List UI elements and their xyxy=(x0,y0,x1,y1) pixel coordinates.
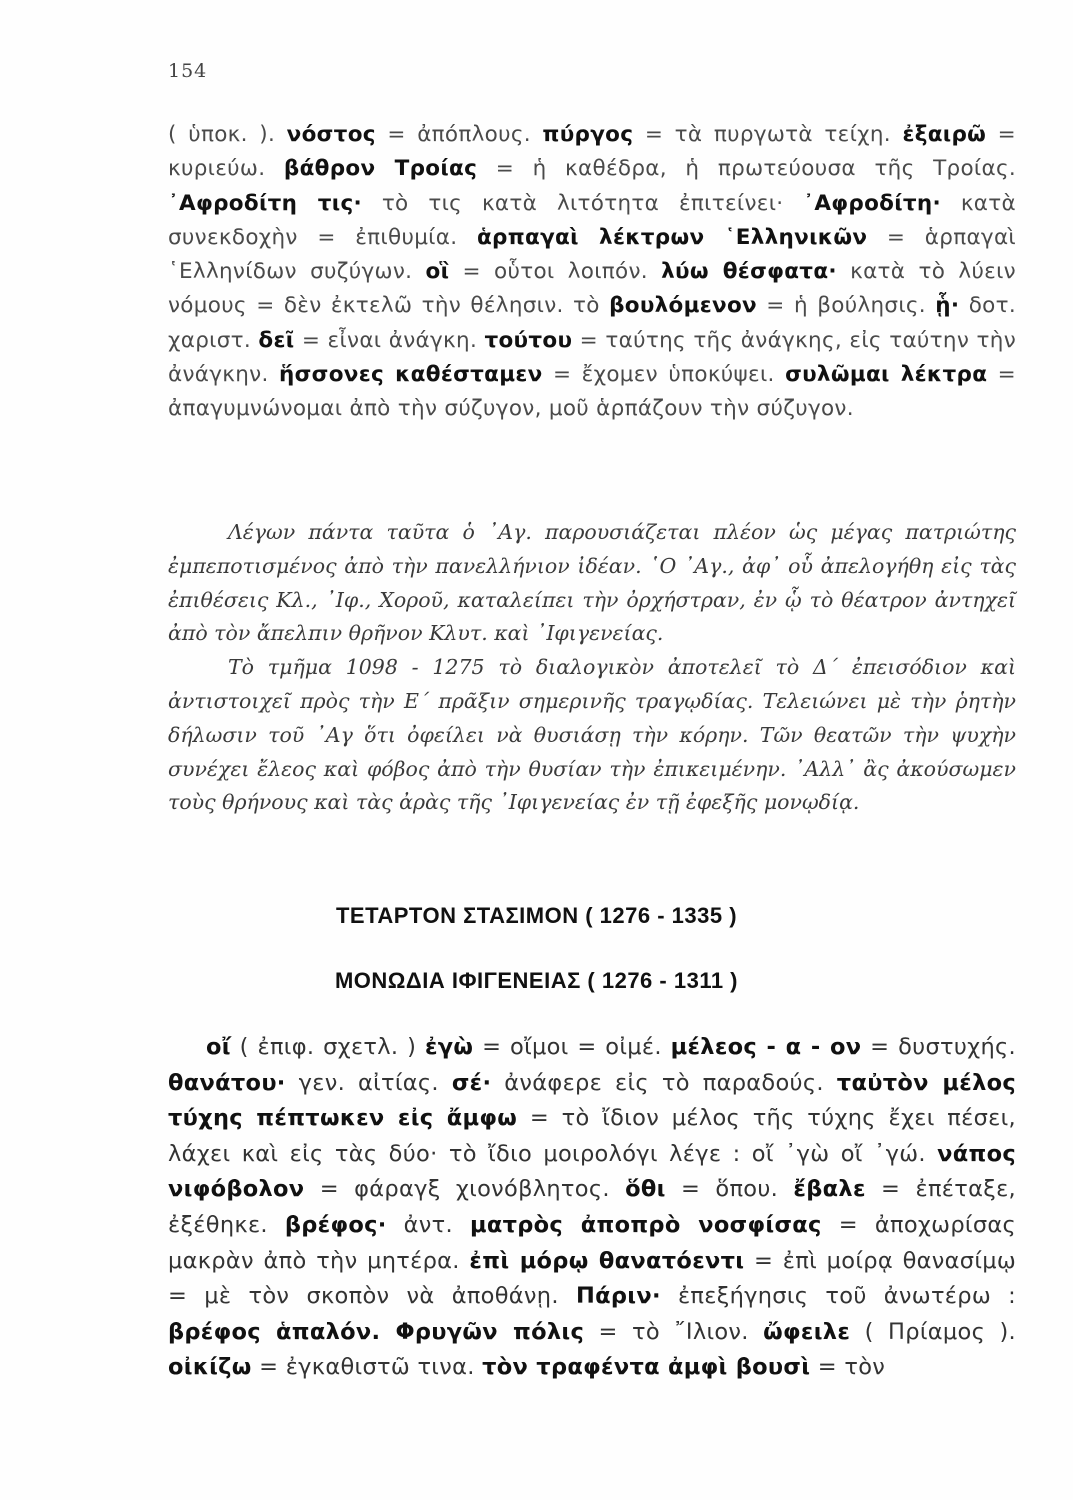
gloss-text: ἀνάφερε εἰς τὸ παραδούς. xyxy=(491,1069,837,1096)
gloss-term: μέλεος - α - ον xyxy=(670,1034,862,1060)
gloss-text: = τὸν xyxy=(810,1354,886,1381)
commentary-paragraph-2: Τὸ τμῆμα 1098 - 1275 τὸ διαλογικὸν ἀποτελεῖ τὸ Δ΄ ἐπεισόδιον καὶ ἀντιστοιχεῖ πρὸς τὴν Ε΄ πρᾶξιν σημερινῆς τραγῳδίας. Τελειώνει μὲ τὴν ῥητὴν δήλωσιν τοῦ ᾽Αγ ὅτι ὀφείλει νὰ θυσιάσῃ τὴν κόρην. Τῶν θεατῶν τὴν ψυχὴν συνέχει ἔλεος καὶ φόβος ἀπὸ τὴν θυσίαν τὴν ἐπικειμένην. ᾽Αλλ᾽ ἂς ἀκούσωμεν τοὺς θρήνους καὶ τὰς ἀρὰς τῆς ᾽Ιφιγενείας ἐν τῇ ἐφεξῆς μονῳδίᾳ. xyxy=(168,655,1016,815)
gloss-term: Πάριν· xyxy=(575,1283,661,1310)
gloss-text: ( ἐπιφ. σχετλ. ) xyxy=(230,1034,425,1060)
gloss-text: κατὰ τὸ λύειν νόμους = δὲν ἐκτελῶ τὴν θέλησιν. τὸ xyxy=(168,259,1016,319)
gloss-term: ὅθι xyxy=(625,1176,666,1203)
gloss-term: ἐγὼ xyxy=(424,1034,474,1060)
gloss-text: = ἀποχωρίσας μακρὰν ἀπὸ τὴν μητέρα. xyxy=(168,1211,1017,1274)
gloss-text: = ἡ βούλησις. xyxy=(756,293,936,319)
gloss-term: ματρὸς ἀποπρὸ νοσφίσας xyxy=(469,1211,822,1238)
gloss-text: ἀντ. xyxy=(386,1211,470,1238)
gloss-term: σέ· xyxy=(451,1069,492,1096)
section-heading-monody: ΜΟΝΩΔΙΑ ΙΦΙΓΕΝΕΙΑΣ ( 1276 - 1311 ) xyxy=(334,968,739,993)
gloss-term: οἰκίζω xyxy=(168,1354,252,1381)
gloss-text: = ἡ καθέδρα, ἡ πρωτεύουσα τῆς Τροίας. xyxy=(477,156,1017,182)
gloss-term: βάθρον Τροίας xyxy=(283,156,478,182)
gloss-text: = ἐγκαθιστῶ τινα. xyxy=(251,1354,483,1381)
gloss-term: νόστος xyxy=(286,122,376,147)
page-number: 154 xyxy=(168,60,208,82)
glossary-block-top xyxy=(168,118,1016,427)
gloss-text: τὸ τις κατὰ λιτότητα ἐπιτείνει· xyxy=(361,190,804,216)
gloss-term: ᾽Αφροδίτη· xyxy=(803,190,941,216)
glossary-block-bottom xyxy=(168,1030,1016,1386)
commentary-block xyxy=(168,516,1016,820)
gloss-term: συλῶμαι λέκτρα xyxy=(785,362,988,388)
gloss-text: = ταύτης τῆς ἀνάγκης, εἰς ταύτην τὴν ἀνάγκην. xyxy=(168,327,1017,388)
section-heading-stasimon: ΤΕΤΑΡΤΟΝ ΣΤΑΣΙΜΟΝ ( 1276 - 1335 ) xyxy=(335,903,738,928)
gloss-term: βουλόμενον xyxy=(609,293,757,319)
gloss-text: = εἶναι ἀνάγκη. xyxy=(294,327,485,353)
gloss-term: ᾗ· xyxy=(935,293,960,319)
gloss-term: δεῖ xyxy=(258,327,295,353)
gloss-text: κατὰ συνεκδοχὴν = ἐπιθυμία. xyxy=(168,190,1016,250)
gloss-term: οἴ xyxy=(206,1034,231,1060)
gloss-text: = οἴμοι = οἰμέ. xyxy=(473,1034,671,1060)
gloss-term: θανάτου· xyxy=(168,1069,286,1096)
gloss-text: = ἀπόπλους. xyxy=(375,122,543,147)
gloss-term: τὸν τραφέντα ἀμφὶ βουσὶ xyxy=(482,1354,811,1381)
gloss-text: ἐπεξήγησις τοῦ ἀνωτέρω : xyxy=(660,1283,1016,1310)
gloss-text: ( Πρίαμος ). xyxy=(850,1318,1017,1345)
gloss-term: ἁρπαγαὶ λέκτρων ῾Ελληνικῶν xyxy=(476,224,868,250)
gloss-text: = τὸ ῎Ιλιον. xyxy=(584,1318,764,1345)
gloss-text: = ἐπὶ μοίρᾳ θανασίμῳ = μὲ τὸν σκοπὸν νὰ ἀποθάνῃ. xyxy=(168,1247,1017,1310)
gloss-text: = τὰ πυργωτὰ τείχη. xyxy=(633,122,903,147)
glossary-paragraph xyxy=(168,1030,1016,1386)
gloss-text: = οὗτοι λοιπόν. xyxy=(449,259,662,285)
gloss-term: ἐξαιρῶ xyxy=(902,122,987,147)
gloss-term: ἥσσονες καθέσταμεν xyxy=(279,362,543,388)
gloss-text: = δυστυχής. xyxy=(861,1034,1016,1060)
gloss-text: = φάραγξ χιονόβλητος. xyxy=(304,1176,626,1203)
gloss-term: ὤφειλε xyxy=(763,1318,851,1345)
glossary-paragraph xyxy=(168,118,1016,427)
gloss-text: γεν. αἰτίας. xyxy=(285,1069,452,1096)
commentary-paragraph-1: Λέγων πάντα ταῦτα ὁ ᾽Αγ. παρουσιάζεται πλέον ὡς μέγας πατριώτης ἐμπεποτισμένος ἀπὸ τὴν πανελλήνιον ἰδέαν. ῾Ο ᾽Αγ., ἀφ᾽ οὗ ἀπελογήθη εἰς τὰς ἐπιθέσεις Κλ., ᾽Ιφ., Χοροῦ, καταλείπει τὴν ὀρχήστραν, ἐν ᾧ τὸ θέατρον ἀντηχεῖ ἀπὸ τὸν ἄπελπιν θρῆνον Κλυτ. καὶ ᾽Ιφιγενείας. xyxy=(168,520,1016,646)
gloss-term: ᾽Αφροδίτη τις· xyxy=(168,190,362,216)
gloss-term: βρέφος ἁπαλόν. Φρυγῶν πόλις xyxy=(168,1318,585,1345)
gloss-term: ἐπὶ μόρῳ θανατόεντι xyxy=(469,1247,745,1274)
gloss-text: = ἐπέταξε, ἐξέθηκε. xyxy=(168,1176,1016,1238)
gloss-text: = τὸ ἴδιον μέλος τῆς τύχης ἔχει πέσει, λάχει καὶ εἰς τὰς δύο· τὸ ἴδιο μοιρολόγι λέγε : οἴ ᾽γὼ οἴ ᾽γώ. xyxy=(168,1105,1016,1167)
gloss-term: ταὐτὸν μέλος τύχης πέπτωκεν εἰς ἄμφω xyxy=(168,1069,1017,1132)
gloss-text: = ἀπαγυμνώνομαι ἀπὸ τὴν σύζυγον, μοῦ ἁρπάζουν τὴν σύζυγον. xyxy=(168,362,1016,422)
gloss-text: ( ὑποκ. ). xyxy=(168,122,287,147)
gloss-term: οἳ xyxy=(425,259,450,285)
gloss-text: = κυριεύω. xyxy=(168,122,1016,182)
gloss-term: νάπος νιφόβολον xyxy=(168,1140,1016,1203)
gloss-text: = ἁρπαγαὶ ῾Ελληνίδων συζύγων. xyxy=(168,224,1016,285)
gloss-term: λύω θέσφατα· xyxy=(661,259,837,285)
gloss-term: βρέφος· xyxy=(284,1211,387,1238)
gloss-text: δοτ. χαριστ. xyxy=(168,293,1017,353)
gloss-text: = ὅπου. xyxy=(665,1176,794,1203)
gloss-term: ἔβαλε xyxy=(793,1176,866,1203)
gloss-text: = ἔχομεν ὑποκύψει. xyxy=(542,362,786,388)
gloss-term: τούτου xyxy=(484,327,573,353)
gloss-term: πύργος xyxy=(542,122,634,147)
